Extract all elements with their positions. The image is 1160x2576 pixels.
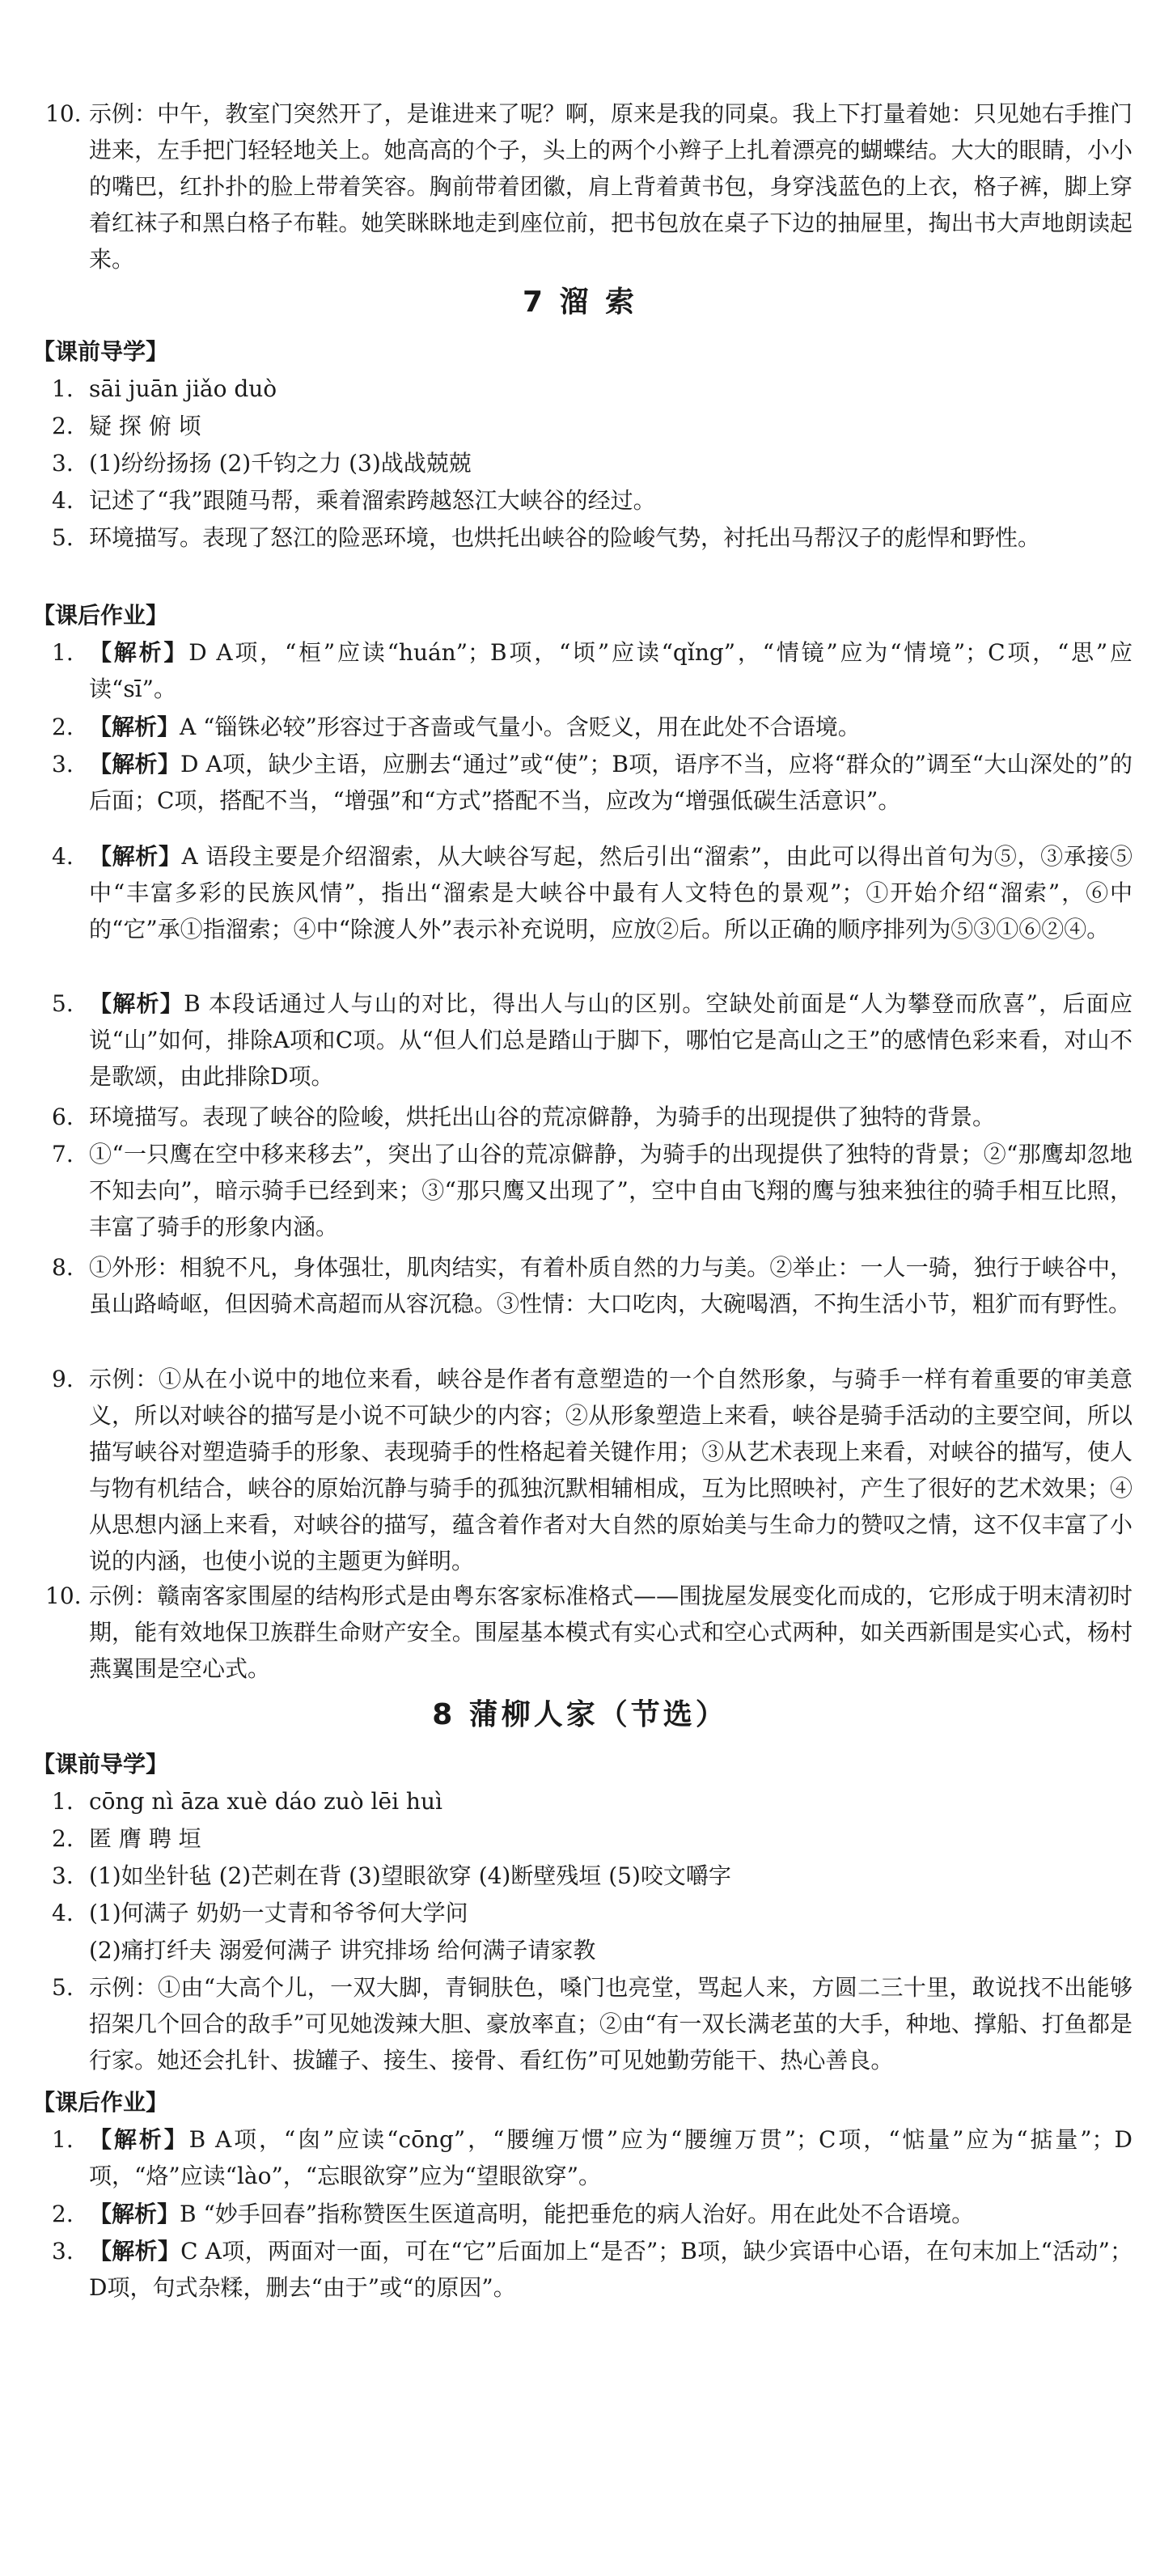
item-number: 5. bbox=[52, 990, 74, 1017]
analysis-tag: 【解析】 bbox=[89, 751, 180, 777]
item-number: 3. bbox=[52, 751, 74, 777]
analysis-tag: 【解析】 bbox=[89, 714, 180, 740]
item-text: (1)如坐针毡 (2)芒刺在背 (3)望眼欲穿 (4)断壁残垣 (5)咬文嚼字 bbox=[89, 1862, 731, 1889]
analysis-text: A “锱铢必较”形容过于吝啬或气量小。含贬义，用在此处不合语境。 bbox=[180, 714, 861, 740]
analysis-tag: 【解析】 bbox=[89, 2126, 189, 2153]
item-text: 环境描写。表现了峡谷的险峻，烘托出山谷的荒凉僻静，为骑手的出现提供了独特的背景。 bbox=[89, 1104, 996, 1130]
chapter-title: 8 蒲柳人家（节选） bbox=[432, 1698, 728, 1731]
item-number: 3. bbox=[52, 1862, 74, 1889]
analysis-tag: 【解析】 bbox=[89, 639, 189, 666]
item-text: (1)纷纷扬扬 (2)千钧之力 (3)战战兢兢 bbox=[89, 450, 472, 477]
item-number: 4. bbox=[52, 487, 74, 514]
item-number: 2. bbox=[52, 413, 74, 439]
item-number: 4. bbox=[52, 843, 74, 870]
analysis-text: D A项，“桓”应读“huán”；B项，“顷”应读“qǐng”，“情镜”应为“情境”；C项，“思”应读“sī”。 bbox=[89, 639, 1132, 702]
item-text: 记述了“我”跟随马帮，乘着溜索跨越怒江大峡谷的经过。 bbox=[89, 487, 656, 514]
item-text-line1: (1)何满子 奶奶一丈青和爷爷何大学问 bbox=[89, 1900, 468, 1926]
item-text-line2: (2)痛打纤夫 溺爱何满子 讲究排场 给何满子请家教 bbox=[89, 1937, 596, 1964]
item-number: 7. bbox=[52, 1141, 74, 1167]
item-number: 10. bbox=[45, 100, 82, 127]
item-number: 4. bbox=[52, 1900, 74, 1926]
item-text bbox=[89, 2121, 1132, 2194]
analysis-tag: 【解析】 bbox=[89, 2238, 181, 2265]
item-number: 1. bbox=[52, 375, 74, 402]
item-number: 6. bbox=[52, 1104, 74, 1130]
item-text bbox=[89, 709, 1132, 745]
section-heading: 【课前导学】 bbox=[32, 1751, 169, 1777]
item-text bbox=[89, 2233, 1132, 2306]
item-number: 5. bbox=[52, 524, 74, 551]
item-text bbox=[89, 985, 1132, 1095]
analysis-text: B A项，“囱”应读“cōng”，“腰缠万惯”应为“腰缠万贯”；C项，“惦量”应为“掂量”；D项，“烙”应读“lào”，“忘眼欲穿”应为“望眼欲穿”。 bbox=[89, 2126, 1132, 2189]
analysis-text: A 语段主要是介绍溜索，从大峡谷写起，然后引出“溜索”，由此可以得出首句为⑤，③承接⑤中“丰富多彩的民族风情”，指出“溜索是大峡谷中最有人文特色的景观”；①开始介绍“溜索”，⑥中的“它”承①指溜索；④中“除渡人外”表示补充说明，应放②后。所以正确的顺序排列为⑤③①⑥②④。 bbox=[89, 843, 1132, 943]
item-number: 10. bbox=[45, 1582, 82, 1609]
item-text: ①“一只鹰在空中移来移去”，突出了山谷的荒凉僻静，为骑手的出现提供了独特的背景；②“那鹰却忽地不知去向”，暗示骑手已经到来；③“那只鹰又出现了”，空中自由飞翔的鹰与独来独往的骑手相互比照，丰富了骑手的形象内涵。 bbox=[89, 1141, 1132, 1240]
item-text: 匿 膺 聘 垣 bbox=[89, 1825, 201, 1852]
analysis-text: B 本段话通过人与山的对比，得出人与山的区别。空缺处前面是“人为攀登而欣喜”，后面应说“山”如何，排除A项和C项。从“但人们总是踏山于脚下，哪怕它是高山之王”的感情色彩来看，对山不是歌颂，由此排除D项。 bbox=[89, 990, 1132, 1090]
item-text: 示例：赣南客家围屋的结构形式是由粤东客家标准格式——围拢屋发展变化而成的，它形成于明末清初时期，能有效地保卫族群生命财产安全。围屋基本模式有实心式和空心式两种，如关西新围是实心式，杨村燕翼围是空心式。 bbox=[89, 1582, 1132, 1682]
item-text: sāi juān jiǎo duò bbox=[89, 375, 277, 402]
item-number: 5. bbox=[52, 1974, 74, 2001]
item-number: 8. bbox=[52, 1254, 74, 1281]
item-text: 疑 探 俯 顷 bbox=[89, 413, 201, 439]
analysis-text: C A项，两面对一面，可在“它”后面加上“是否”；B项，缺少宾语中心语，在句末加上“活动”；D项，句式杂糅，删去“由于”或“的原因”。 bbox=[89, 2238, 1132, 2301]
item-text: 示例：①从在小说中的地位来看，峡谷是作者有意塑造的一个自然形象，与骑手一样有着重要的审美意义，所以对峡谷的描写是小说不可缺少的内容；②从形象塑造上来看，峡谷是骑手活动的主要空间，所以描写峡谷对塑造骑手的形象、表现骑手的性格起着关键作用；③从艺术表现上来看，对峡谷的描写，使人与物有机结合，峡谷的原始沉静与骑手的孤独沉默相辅相成，互为比照映衬，产生了很好的艺术效果；④从思想内涵上来看，对峡谷的描写，蕴含着作者对大自然的原始美与生命力的赞叹之情，这不仅丰富了小说的内涵，也使小说的主题更为鲜明。 bbox=[89, 1366, 1132, 1574]
item-text bbox=[89, 838, 1132, 947]
section-heading: 【课前导学】 bbox=[32, 338, 169, 365]
item-text: cōng nì āza xuè dáo zuò lēi huì bbox=[89, 1788, 442, 1815]
item-text: 示例：中午，教室门突然开了，是谁进来了呢？啊，原来是我的同桌。我上下打量着她：只见她右手推门进来，左手把门轻轻地关上。她高高的个子，头上的两个小辫子上扎着漂亮的蝴蝶结。大大的眼睛，小小的嘴巴，红扑扑的脸上带着笑容。胸前带着团徽，肩上背着黄书包，身穿浅蓝色的上衣，格子裤，脚上穿着红袜子和黑白格子布鞋。她笑眯眯地走到座位前，把书包放在桌子下边的抽屉里，掏出书大声地朗读起来。 bbox=[89, 100, 1132, 273]
analysis-text: D A项，缺少主语，应删去“通过”或“使”；B项，语序不当，应将“群众的”调至“大山深处的”的后面；C项，搭配不当，“增强”和“方式”搭配不当，应改为“增强低碳生活意识”。 bbox=[89, 751, 1132, 814]
analysis-text: B “妙手回春”指称赞医生医道高明，能把垂危的病人治好。用在此处不合语境。 bbox=[180, 2201, 975, 2227]
item-number: 2. bbox=[52, 1825, 74, 1852]
item-text bbox=[89, 746, 1132, 819]
analysis-tag: 【解析】 bbox=[89, 990, 184, 1017]
item-text: ①外形：相貌不凡，身体强壮，肌肉结实，有着朴质自然的力与美。②举止：一人一骑，独行于峡谷中，虽山路崎岖，但因骑术高超而从容沉稳。③性情：大口吃肉，大碗喝酒，不拘生活小节，粗犷而有野性。 bbox=[89, 1254, 1132, 1317]
item-text: 示例：①由“大高个儿，一双大脚，青铜肤色，嗓门也亮堂，骂起人来，方圆二三十里，敢说找不出能够招架几个回合的敌手”可见她泼辣大胆、豪放率直；②由“有一双长满老茧的大手，种地、撑船、打鱼都是行家。她还会扎针、拔罐子、接生、接骨、看红伤”可见她勤劳能干、热心善良。 bbox=[89, 1974, 1132, 2074]
item-text bbox=[89, 2196, 1132, 2232]
analysis-tag: 【解析】 bbox=[89, 843, 182, 870]
analysis-tag: 【解析】 bbox=[89, 2201, 180, 2227]
section-heading: 【课后作业】 bbox=[32, 2089, 169, 2116]
item-number: 2. bbox=[52, 714, 74, 740]
item-number: 2. bbox=[52, 2201, 74, 2227]
item-number: 1. bbox=[52, 1788, 74, 1815]
chapter-title: 7 溜 索 bbox=[522, 286, 638, 319]
item-number: 9. bbox=[52, 1366, 74, 1392]
item-number: 3. bbox=[52, 450, 74, 477]
item-text bbox=[89, 634, 1132, 707]
item-text: 环境描写。表现了怒江的险恶环境，也烘托出峡谷的险峻气势，衬托出马帮汉子的彪悍和野性。 bbox=[89, 524, 1041, 551]
item-number: 3. bbox=[52, 2238, 74, 2265]
section-heading: 【课后作业】 bbox=[32, 602, 169, 629]
item-number: 1. bbox=[52, 2126, 74, 2153]
item-number: 1. bbox=[52, 639, 74, 666]
